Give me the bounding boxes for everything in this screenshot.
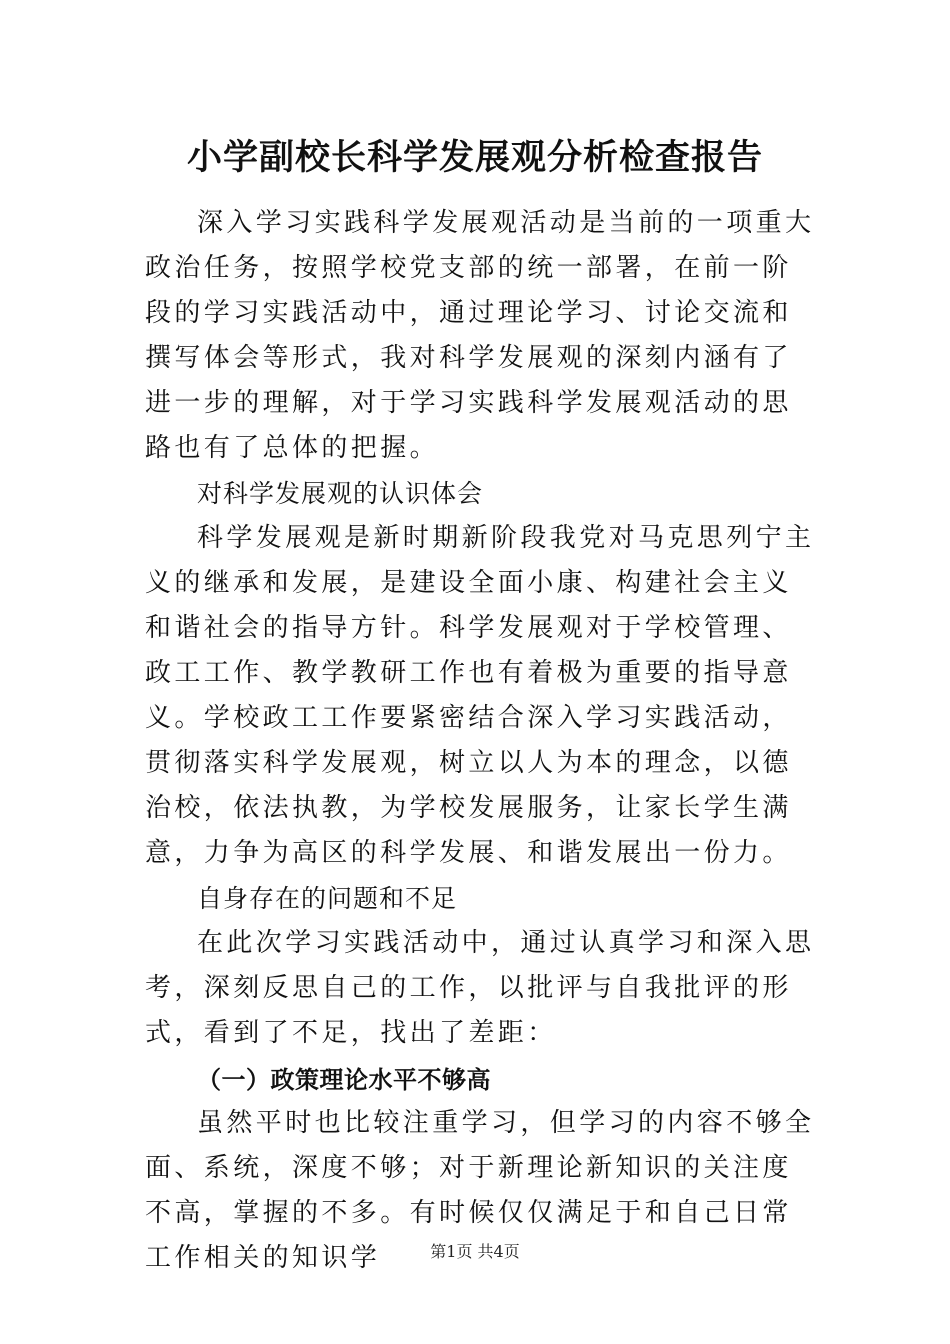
section-heading-understanding: 对科学发展观的认识体会 bbox=[197, 479, 484, 508]
document-body bbox=[145, 201, 815, 1281]
paragraph-policy-theory: 虽然平时也比较注重学习，但学习的内容不够全面、系统，深度不够；对于新理论新知识的关注度不高，掌握的不多。有时候仅仅满足于和自己日常工作相关的知识学 bbox=[145, 1108, 815, 1273]
paragraph-problems-intro: 在此次学习实践活动中，通过认真学习和深入思考，深刻反思自己的工作，以批评与自我批评的形式，看到了不足，找出了差距： bbox=[145, 928, 815, 1048]
subheading-policy-theory: （一）政策理论水平不够高 bbox=[197, 1066, 491, 1094]
document-title: 小学副校长科学发展观分析检查报告 bbox=[186, 138, 763, 178]
page-footer: 第1页 共4页 bbox=[430, 1242, 520, 1261]
paragraph-intro: 深入学习实践科学发展观活动是当前的一项重大政治任务，按照学校党支部的统一部署，在前一阶段的学习实践活动中，通过理论学习、讨论交流和撰写体会等形式，我对科学发展观的深刻内涵有了进一步的理解，对于学习实践科学发展观活动的思路也有了总体的把握。 bbox=[145, 208, 815, 463]
paragraph-understanding: 科学发展观是新时期新阶段我党对马克思列宁主义的继承和发展，是建设全面小康、构建社会主义和谐社会的指导方针。科学发展观对于学校管理、政工工作、教学教研工作也有着极为重要的指导意义。学校政工工作要紧密结合深入学习实践活动，贯彻落实科学发展观，树立以人为本的理念，以德治校，依法执教，为学校发展服务，让家长学生满意，力争为高区的科学发展、和谐发展出一份力。 bbox=[145, 523, 815, 868]
section-heading-problems: 自身存在的问题和不足 bbox=[197, 884, 458, 913]
